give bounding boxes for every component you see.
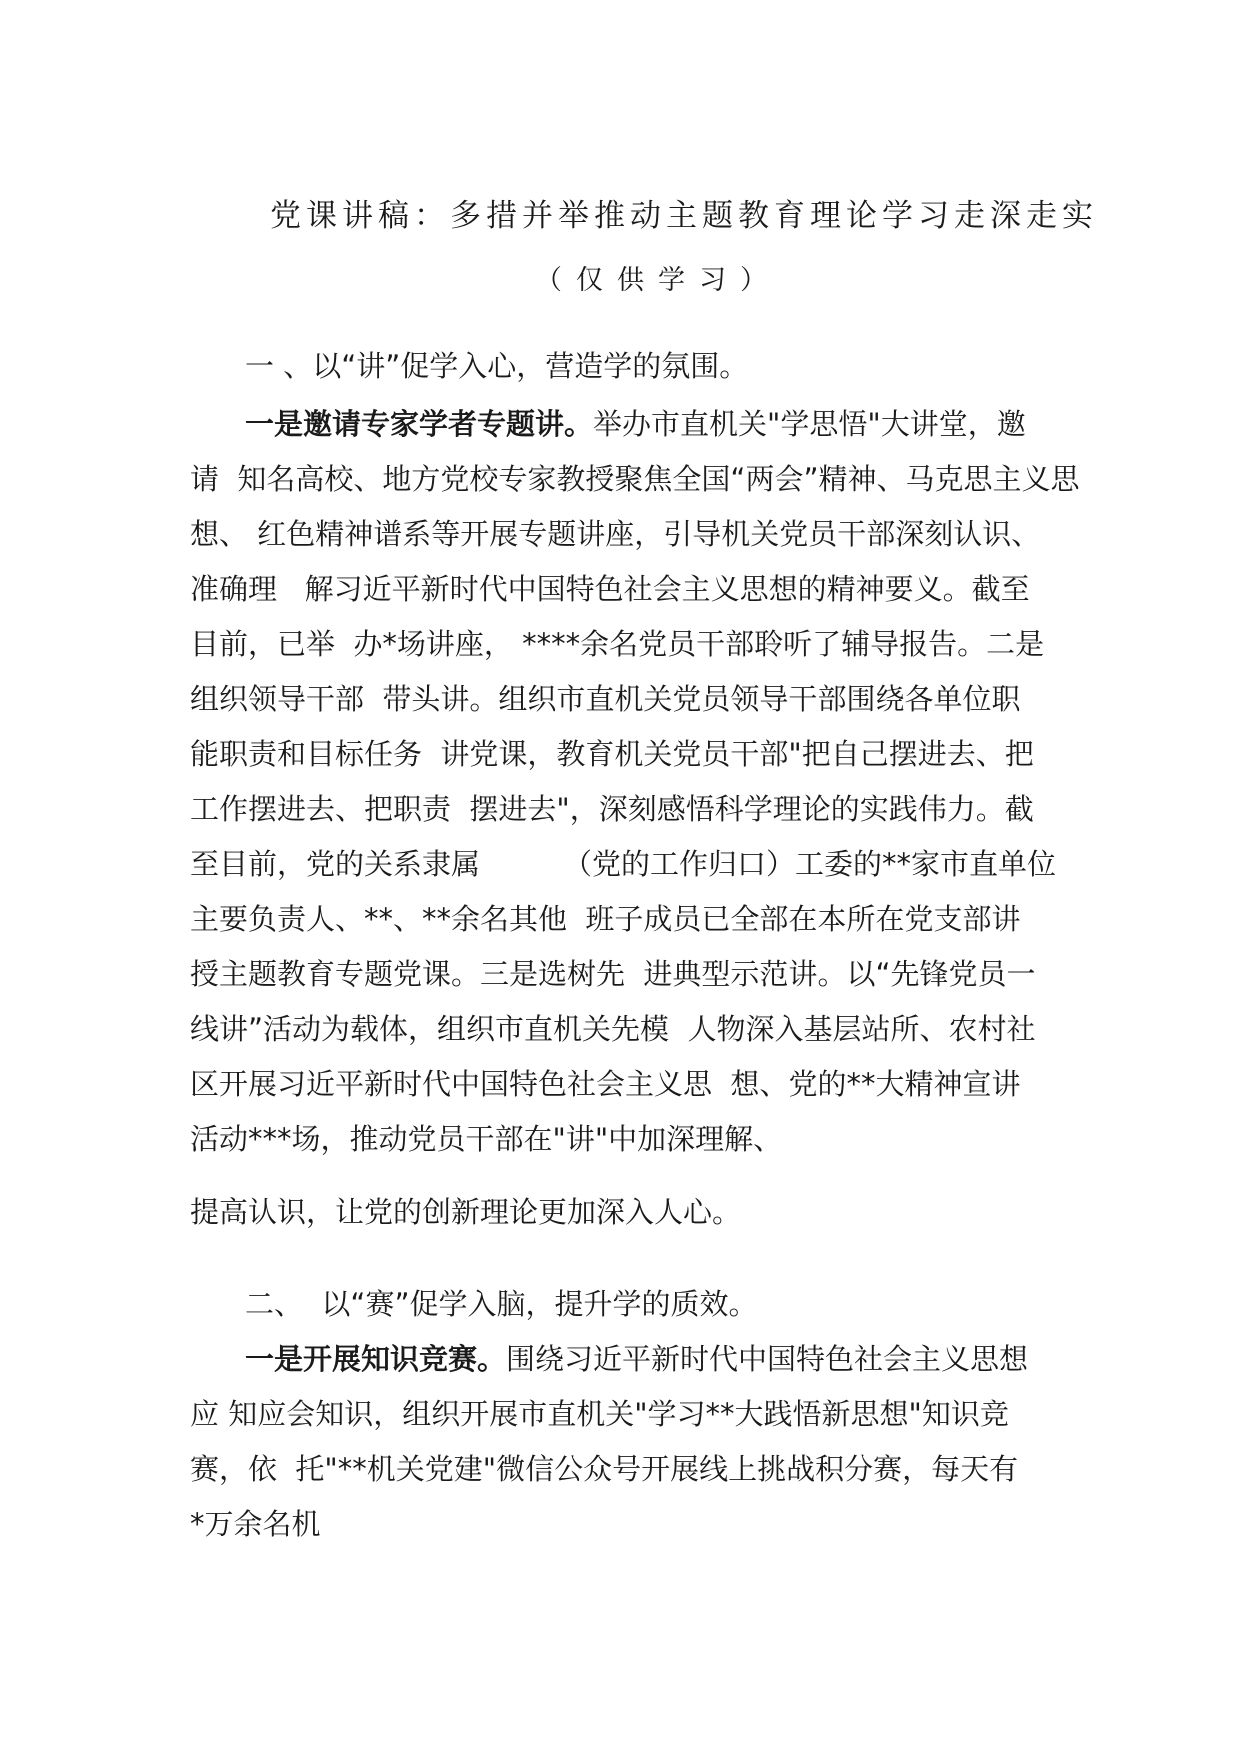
paragraph-line: 区开展习近平新时代中国特色社会主义思 想、党的**大精神宣讲 (190, 1067, 1021, 1101)
paragraph-line: 主要负责人、**、**余名其他 班子成员已全部在本所在党支部讲 (190, 902, 1021, 936)
paragraph-line: 目前，已举 办*场讲座， ****余名党员干部聆听了辅导报告。二是 (190, 627, 1045, 661)
document-title: 党课讲稿：多措并举推动主题教育理论学习走深走实 (270, 198, 1098, 234)
paragraph-line: 赛，依 托"**机关党建"微信公众号开展线上挑战积分赛，每天有 (190, 1452, 1019, 1486)
paragraph-line: 组织领导干部 带头讲。组织市直机关党员领导干部围绕各单位职 (190, 682, 1021, 716)
paragraph-line: 工作摆进去、把职责 摆进去"，深刻感悟科学理论的实践伟力。截 (190, 792, 1034, 826)
paragraph-line: 能职责和目标任务 讲党课，教育机关党员干部"把自己摆进去、把 (190, 737, 1034, 771)
paragraph-line: *万余名机 (190, 1507, 321, 1541)
paragraph-lead: 一是邀请专家学者专题讲。 (245, 407, 594, 441)
paragraph-line: 授主题教育专题党课。三是选树先 进典型示范讲。以“先锋党员一 (190, 957, 1036, 991)
paragraph-line: 至目前，党的关系隶属 （党的工作归口）工委的**家市直单位 (190, 847, 1056, 881)
section-2-heading: 二、 以“赛”促学入脑，提升学的质效。 (245, 1287, 758, 1321)
paragraph-line: 提高认识，让党的创新理论更加深入人心。 (190, 1195, 742, 1229)
section-1-heading: 一 、以“讲”促学入心，营造学的氛围。 (245, 349, 749, 383)
paragraph-line: 活动***场，推动党员干部在"讲"中加深理解、 (190, 1122, 783, 1156)
paragraph-line: 一是邀请专家学者专题讲。举办市直机关"学思悟"大讲堂，邀 (245, 407, 1026, 441)
paragraph-line: 线讲”活动为载体，组织市直机关先模 人物深入基层站所、农村社 (190, 1012, 1036, 1046)
paragraph-line: 应 知应会知识，组织开展市直机关"学习**大践悟新思想"知识竞 (190, 1397, 1009, 1431)
paragraph-line: 想、 红色精神谱系等开展专题讲座，引导机关党员干部深刻认识、 (190, 517, 1041, 551)
paragraph-lead: 一是开展知识竞赛。 (245, 1342, 507, 1376)
paragraph-line: 准确理 解习近平新时代中国特色社会主义思想的精神要义。截至 (190, 572, 1030, 606)
paragraph-line: 一是开展知识竞赛。围绕习近平新时代中国特色社会主义思想 (245, 1342, 1029, 1376)
paragraph-line: 请 知名高校、地方党校专家教授聚焦全国“两会”精神、马克思主义思 (190, 462, 1080, 496)
document-subtitle: （仅供学习） (535, 265, 781, 296)
